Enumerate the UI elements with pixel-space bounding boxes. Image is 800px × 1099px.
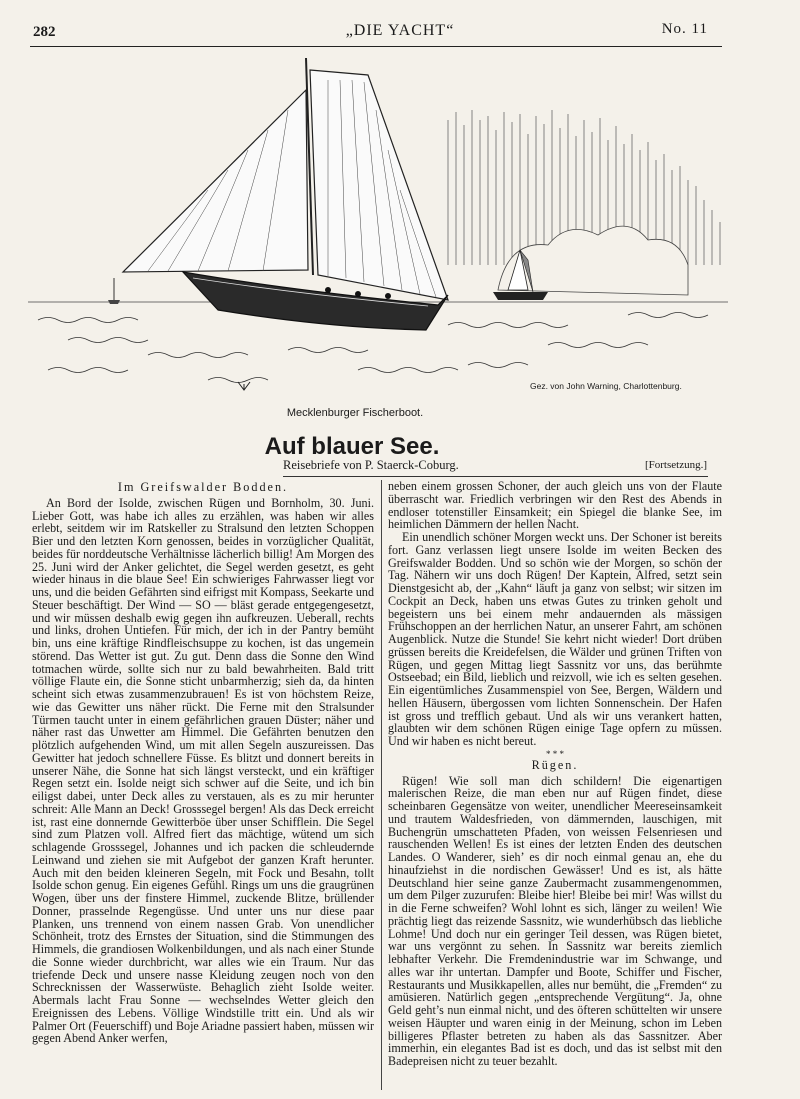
issue-number: No. 11 <box>661 21 708 37</box>
paragraph: neben einem grossen Schoner, der auch gleich uns von der Flaute überrascht war. Friedlich verbringen wir den Rest des Abends in endloser totenstiller Einsamkeit; ein Spiegel die blanke See, im heimlichen Dämmern der hellen Nacht. <box>388 479 722 532</box>
illustration-caption <box>0 407 800 419</box>
fishing-boat-illustration <box>28 50 728 395</box>
article-title-text: Auf blauer See. <box>264 433 440 460</box>
section-heading-ruegen: Rügen. <box>531 757 579 772</box>
column-divider <box>381 480 382 1090</box>
paragraph: Rügen! Wie soll man dich schildern! Die eigenartigen malerischen Reize, die man eben nur auf Rügen findet, diese scheinbaren Gegensätze von weiter, unendlicher Meereseinsamkeit und trautem Waldesfrieden, von dämmernden, lauschigen, mit Buchengrün umschatteten Pfaden, von weissen Felsenriesen und rauschenden Wellen! Es ist eines der letzten Enden des deutschen Landes. O Wanderer, sieh’ es dir noch einmal genau an, ehe du hinaufziehst in die nordischen Gewässer! Und es ist, als hätte Deutschland hier seine ganze Zaubermacht zusammengenommen, um dem Pilger zuzurufen: Bleibe hier! Bleibe bei mir! Was willst du in die Ferne schweifen? Wohl lohnt es sich, länger zu weilen! Wie prächtig liegt das reizende Sassnitz, wie wunderhübsch das liebliche Lohme! Und doch nur ein geringer Teil dessen, was Rügen bietet, war uns vergönnt zu sehen. In Sassnitz war bereits ziemlich lebhafter Verkehr. Die Fremdenindustrie war im Schwange, und alles war ihr untertan. Dampfer und Boote, Schiffer und Fischer, Restaurants und Musikkapellen, alles nur bemüht, die „Fremden“ zu amüsieren. Natürlich gegen „entsprechende Vergütung“. Ja, ohne Geld geht’s nun einmal nicht, und des öfteren schüttelten wir unsere weisen Häupter und waren einig in der Meinung, schon im Leben billigeres Pflaster betreten zu haben als das Sassnitzer. Aber immerhin, ein elegantes Bad ist es doch, und das ist selbst mit den Badepreisen nicht zu teuer bezahlt. <box>388 773 722 1068</box>
page-number: 282 <box>33 24 56 40</box>
left-column <box>32 480 374 1045</box>
journal-title: „DIE YACHT“ <box>345 22 455 39</box>
caption-text: Mecklenburger Fischerboot. <box>286 407 424 419</box>
section-separator: * * * <box>546 748 564 759</box>
page-header <box>0 18 800 42</box>
paragraph: Ein unendlich schöner Morgen weckt uns. Der Schoner ist bereits fort. Ganz verlassen liegt unsere Isolde im weiten Becken des Greifswalder Bodden. Und so schön wie der Morgen, so schön der Tag. Nähern wir uns doch Rügen! Der Kaptein, Alfred, setzt sein Dienstgesicht ab, der „Kahn“ läuft ja ganz von selbst; wir sitzen im Cockpit an Deck, haben uns etwas Gutes zu trinken geholt und begeistern uns bei einem mehr andauernden als mässigen Frühschoppen an der herrlichen Natur, an unserer Fahrt, am schönen Augenblick. Nutze die Stunde! Sie kehrt nicht wieder! Dort drüben grüssen bereits die Kreidefelsen, die Wälder und grünen Triften von Rügen, und gegen Mittag liegt Sassnitz vor uns, das berühmte Ostseebad; ein Bild, lieblich und reizvoll, wie ich es selten gesehen. Ein eigentümliches Zusammenspiel von See, Bergen, Wäldern und hellen Häusern, übergossen vom lichten Sonnenschein. Der Hafen ist gross und trefflich gebaut. Und als wir uns verankert hatten, glaubten wir dem schönen Rügen einige Tage opfern zu müssen. Und wir haben es nicht bereut. <box>388 530 722 748</box>
section-heading-greifswald: Im Greifswalder Bodden. <box>117 480 289 494</box>
illustration-credit: Gez. von John Warning, Charlottenburg. <box>530 381 682 391</box>
continuation-note: [Fortsetzung.] <box>644 459 707 471</box>
article-title <box>0 433 800 461</box>
article-subtitle: Reisebriefe von P. Staerck-Coburg. <box>283 458 459 472</box>
right-column <box>388 480 722 1068</box>
title-rule <box>283 476 708 477</box>
artist-monogram <box>238 382 250 390</box>
paragraph: An Bord der Isolde, zwischen Rügen und Bornholm, 30. Juni. Lieber Gott, was habe ich alles zu erzählen, was haben wir alles erlebt, seitdem wir im Ratskeller zu Stralsund den letzten Schoppen Bier und den letzten Korn genossen, beides in vorzüglicher Qualität, beides für norddeutsche Verhältnisse lächerlich billig! Am Morgen des 25. Juni wird der Anker gelichtet, die Segel werden gesetzt, es geht wieder hinaus in die blaue See! Ein schwieriges Fahrwasser liegt vor uns, und die beiden Gefährten sind eifrigst mit Kompass, Seekarte und Steuer beschäftigt. Der Wind — SO — bläst gerade entgegengesetzt, und wir müssen deshalb ewig gegen ihn aufkreuzen. Ueberall, rechts und links, drohen Untiefen. Für mich, der ich in der Pantry bemüht bin, uns eine kräftige Rindfleischsuppe zu kochen, ist das ungemein störend. Das Wetter ist gut. Zu gut. Denn dass die Sonne den Wind totmachen würde, sollte sich nur zu bald bewahrheiten. Bald tritt völlige Flaute ein, die Sonne sticht unbarmherzig; sieh da, da hinten scheint sich etwas zusammenzubrauen! Es ist von höchstem Reize, wie das Gewitter uns näher rückt. Die Ferne mit den Stralsunder Türmen taucht unter in einem gefährlichen grauen Düster; näher und näher rast das Unwetter am Himmel. Die Gefährten benutzen den plötzlich aufgehenden Wind, um mit allen Segeln auszureissen. Das Gewitter hat jedoch schnellere Füsse. Es blitzt und donnert bereits in unserer Nähe, die Sonne hat sich längst versteckt, und ein kräftiger Regen setzt ein. Isolde neigt sich schwer auf die Seite, und ich bin eiligst dabei, unter Deck alles zu verstauen, als es zu mir herunter schreit: Alle Mann an Deck! Grosssegel bergen! Als das Deck erreicht ist, rast eine donnernde Gewitterböe über unser Schifflein. Die Segel sind zum Platzen voll. Alfred fiert das mächtige, wütend um sich schlagende Grosssegel, Johannes und ich packen die schleudernde Leinwand und ziehen sie mit Aufgebot der ganzen Kraft herunter. Auch mit den beiden kleineren Segeln, mit Fock und Besahn, tollt Isolde schon genug. Ein eigenes Gefühl. Rings um uns die graugrünen Wogen, über uns der finstere Himmel, zuckende Blitze, brüllender Donner, prasselnde Regengüsse. Und unter uns nur diese paar Planken, uns trennend von einem nassen Grab. Von unendlicher Schönheit, trotz des Ernstes der Situation, sind die Stimmungen des Himmels, die grandiosen Wolkenbildungen, und als nach einer Stunde die Sonne wieder durchbricht, war alles wie ein Traum. Nur das triefende Deck und unsere nasse Kleidung zeugen noch von den Schrecknissen der Wasserwüste. Behaglich zieht Isolde weiter. Abermals lacht Frau Sonne — wechselndes Wetter gleich den Ereignissen des Lebens. Völlige Windstille tritt ein. Und als wir Palmer Ort (Feuerschiff) und Boje Ariadne passiert haben, müssen wir gegen Abend Anker werfen, <box>32 495 374 1046</box>
header-rule <box>30 46 722 47</box>
